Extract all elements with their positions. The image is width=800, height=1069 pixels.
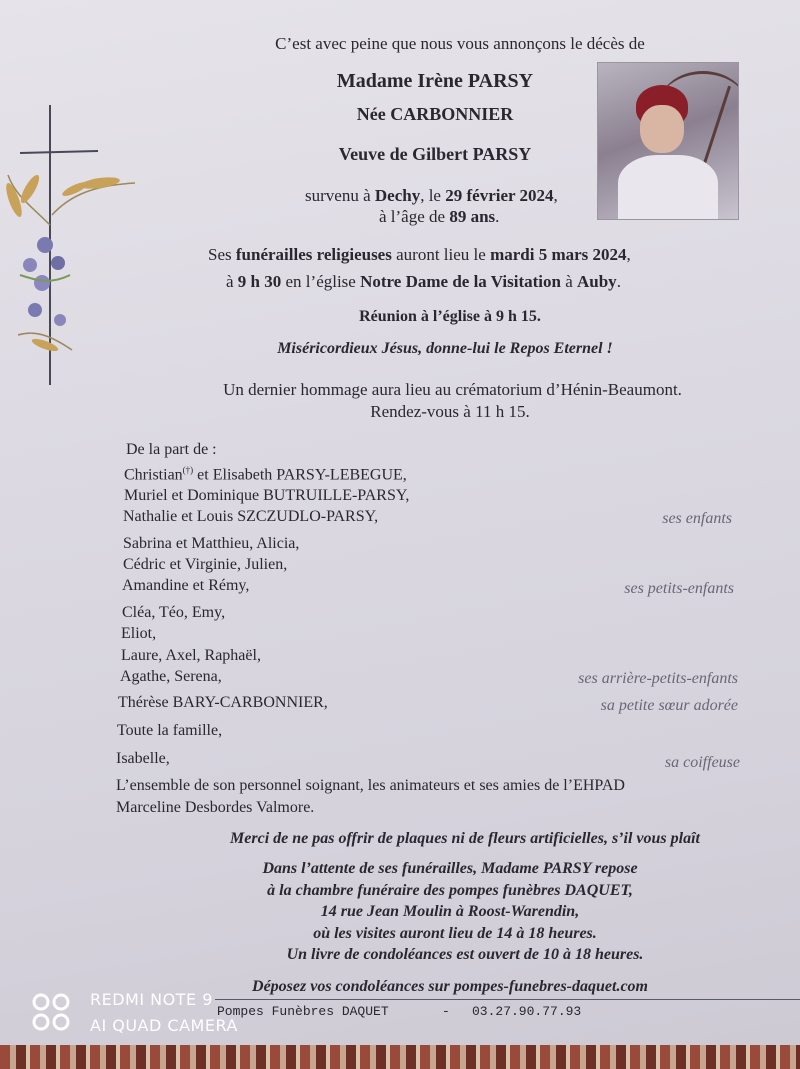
grandchildren-line-1: Sabrina et Matthieu, Alicia,: [123, 535, 300, 552]
prayer-text: Miséricordieux Jésus, donne-lui le Repos Eternel !: [277, 340, 613, 357]
children-relation: ses enfants: [662, 510, 732, 527]
rest-line-2: à la chambre funéraire des pompes funèbres DAQUET,: [267, 882, 633, 899]
camera-logo-icon: [30, 992, 74, 1032]
rest-line-4: où les visites auront lieu de 14 à 18 heures.: [313, 925, 597, 942]
sister-relation: sa petite sœur adorée: [600, 697, 738, 714]
tablecloth-background: [0, 1045, 800, 1069]
rest-line-3: 14 rue Jean Moulin à Roost-Warendin,: [320, 903, 580, 920]
great-grandchildren-line-2: Eliot,: [121, 625, 157, 642]
cross-wheat-decoration-icon: [0, 105, 145, 395]
funeral-line-1: Ses funérailles religieuses auront lieu le mardi 5 mars 2024,: [208, 245, 631, 264]
great-grandchildren-line-3: Laure, Axel, Raphaël,: [121, 647, 261, 664]
whole-family: Toute la famille,: [117, 722, 223, 739]
deceased-photo: [597, 62, 739, 220]
children-line-3: Nathalie et Louis SZCZUDLO-PARSY,: [123, 508, 379, 525]
footer-phone: 03.27.90.77.93: [472, 1004, 582, 1019]
rest-line-5: Un livre de condoléances est ouvert de 10 à 18 heures.: [286, 946, 644, 963]
intro-text: C’est avec peine que nous vous annonçons le décès de: [275, 34, 645, 53]
widow-of: Veuve de Gilbert PARSY: [338, 144, 532, 164]
cremation-line-2: Rendez-vous à 11 h 15.: [370, 402, 530, 421]
footer-divider: [215, 999, 800, 1000]
grandchildren-line-2: Cédric et Virginie, Julien,: [123, 556, 288, 573]
grandchildren-relation: ses petits-enfants: [624, 580, 734, 597]
death-age: à l’âge de 89 ans.: [379, 207, 500, 226]
watermark-model: REDMI NOTE 9: [90, 990, 213, 1009]
hairdresser-name: Isabelle,: [116, 750, 170, 767]
watermark-camera: AI QUAD CAMERA: [90, 1016, 238, 1035]
flowers-notice: Merci de ne pas offrir de plaques ni de fleurs artificielles, s’il vous plaît: [230, 830, 700, 847]
footer-company: Pompes Funèbres DAQUET: [217, 1004, 389, 1019]
cremation-line-1: Un dernier hommage aura lieu au crématorium d’Hénin-Beaumont.: [223, 380, 682, 399]
great-grandchildren-line-1: Cléa, Téo, Emy,: [122, 604, 226, 621]
hairdresser-relation: sa coiffeuse: [664, 754, 740, 771]
staff-line-1: L’ensemble de son personnel soignant, les animateurs et ses amies de l’EHPAD: [116, 777, 625, 794]
birth-name: Née CARBONNIER: [356, 104, 514, 124]
death-place-date: survenu à Dechy, le 29 février 2024,: [305, 186, 558, 205]
condolences-website: Déposez vos condoléances sur pompes-funebres-daquet.com: [252, 978, 648, 995]
great-grandchildren-line-4: Agathe, Serena,: [120, 668, 222, 685]
sister-name: Thérèse BARY-CARBONNIER,: [118, 694, 328, 711]
church-meeting: Réunion à l’église à 9 h 15.: [359, 308, 541, 325]
rest-line-1: Dans l’attente de ses funérailles, Madame PARSY repose: [262, 860, 638, 877]
grandchildren-line-3: Amandine et Rémy,: [122, 577, 250, 594]
great-grandchildren-relation: ses arrière-petits-enfants: [578, 670, 738, 687]
from-label: De la part de :: [126, 441, 217, 458]
funeral-line-2: à 9 h 30 en l’église Notre Dame de la Visitation à Auby.: [226, 272, 621, 291]
deceased-name: Madame Irène PARSY: [336, 70, 534, 92]
footer-separator: -: [442, 1004, 450, 1019]
children-line-1: Christian(†) et Elisabeth PARSY-LEBEGUE,: [124, 465, 407, 484]
staff-line-2: Marceline Desbordes Valmore.: [116, 799, 315, 816]
children-line-2: Muriel et Dominique BUTRUILLE-PARSY,: [124, 487, 410, 504]
